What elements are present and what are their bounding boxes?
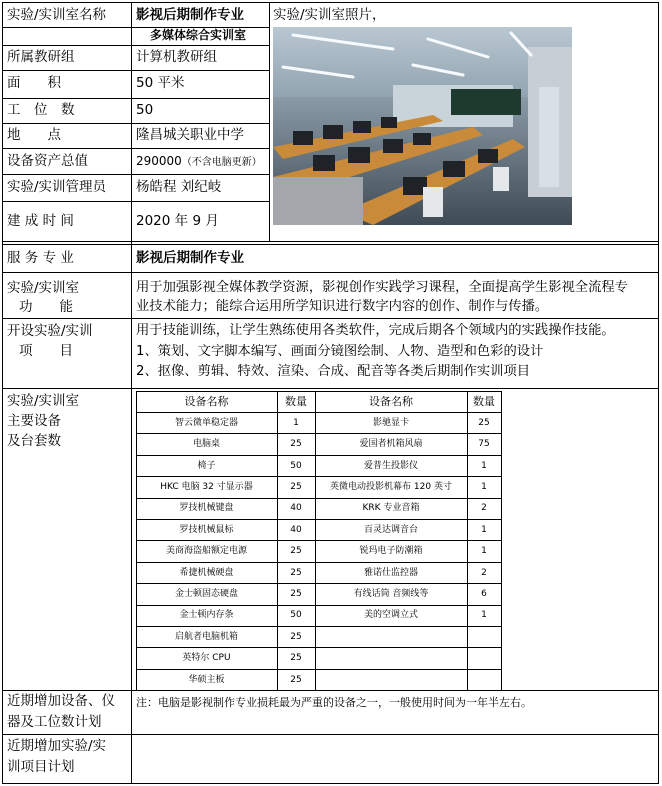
equip-cell: 25 <box>290 439 302 450</box>
equip-row-line <box>136 498 502 499</box>
equip-cell: 25 <box>290 567 302 578</box>
equip-row-line <box>136 455 502 456</box>
equip-border-top <box>136 391 502 392</box>
label-equipment-3: 及台套数 <box>7 433 61 449</box>
value-projects-line2: 1、策划、文字脚本编写、画面分镜图绘制、人物、造型和色彩的设计 <box>136 344 544 359</box>
equip-cell: 25 <box>290 631 302 642</box>
value-projects-line3: 2、抠像、剪辑、特效、渲染、合成、配音等各类后期制作实训项目 <box>136 364 531 379</box>
value-manager: 杨皓程 刘纪岐 <box>136 179 222 195</box>
equip-row-line <box>136 626 502 627</box>
equip-cell: 华硕主板 <box>188 674 225 685</box>
label-research-group: 所属教研组 <box>7 49 75 65</box>
equip-cell: HKC 电脑 32 寸显示器 <box>160 481 253 492</box>
equip-row-line <box>136 605 502 606</box>
label-equipment-1: 实验/实训室 <box>7 393 80 409</box>
label-plan-equipment-1: 近期增加设备、仪 <box>7 693 115 709</box>
equip-row-line <box>136 690 502 691</box>
equip-cell: 25 <box>290 653 302 664</box>
equip-cell: 电脑桌 <box>192 439 220 450</box>
label-stations: 工 位 数 <box>7 102 75 118</box>
equip-cell: 75 <box>478 439 490 450</box>
value-area: 50 平米 <box>136 75 185 91</box>
label-build-time: 建 成 时 间 <box>7 213 74 229</box>
value-function-line1: 用于加强影视全媒体教学资源，影视创作实践学习课程，全面提高学生影视全流程专 <box>136 280 628 295</box>
equip-cell: 1 <box>481 546 487 557</box>
equip-cell: 启航者电脑机箱 <box>174 631 238 642</box>
label-equipment-2: 主要设备 <box>7 413 61 429</box>
equip-cell: 金士顿固态硬盘 <box>174 588 238 599</box>
equip-cell: 1 <box>481 524 487 535</box>
equip-cell: 有线话筒 音频线等 <box>353 588 429 599</box>
equip-cell: 英特尔 CPU <box>182 653 231 664</box>
equip-cell: 美的空调立式 <box>363 610 418 621</box>
equip-header-cell: 数量 <box>473 394 495 408</box>
label-plan-equipment-2: 器及工位数计划 <box>7 714 102 730</box>
value-research-group: 计算机教研组 <box>136 49 217 65</box>
value-plan-equipment: 注：电脑是影视制作专业损耗最为严重的设备之一，一般使用时间为一年半左右。 <box>136 696 532 709</box>
equip-cell: 2 <box>481 567 487 578</box>
label-projects-1: 开设实验/实训 <box>7 323 93 339</box>
label-projects-2: 项 目 <box>19 343 73 359</box>
equip-col-line <box>136 391 137 691</box>
label-area: 面 积 <box>7 75 61 91</box>
equip-cell: 影驰显卡 <box>372 417 409 428</box>
value-lab-name-2: 多媒体综合实训室 <box>150 28 247 42</box>
equip-cell: 1 <box>481 460 487 471</box>
label-major: 服 务 专 业 <box>7 250 74 266</box>
equip-cell: 2 <box>481 503 487 514</box>
equip-col-line <box>467 391 468 691</box>
equip-cell: 25 <box>478 417 490 428</box>
equip-cell: 25 <box>290 546 302 557</box>
value-major: 影视后期制作专业 <box>136 250 244 266</box>
equip-cell: 英微电动投影机幕布 120 英寸 <box>330 481 452 492</box>
label-function-2: 功 能 <box>19 299 73 315</box>
equip-cell: 25 <box>290 674 302 685</box>
equip-row-line <box>136 583 502 584</box>
equip-cell: 金士顿内存条 <box>179 610 234 621</box>
value-projects-line1: 用于技能训练，让学生熟练使用各类软件，完成后期各个领域内的实践操作技能。 <box>136 323 615 338</box>
equip-cell: 25 <box>290 588 302 599</box>
value-stations: 50 <box>136 102 154 118</box>
equip-cell: 雅诺仕监控器 <box>363 567 418 578</box>
equip-cell: 爱普生投影仪 <box>363 460 418 471</box>
label-plan-project-2: 训项目计划 <box>7 759 75 775</box>
equip-row-line <box>136 476 502 477</box>
equip-cell: 百灵达调音台 <box>363 524 418 535</box>
equip-header-cell: 设备名称 <box>184 394 229 408</box>
label-plan-project-1: 近期增加实验/实 <box>7 738 107 754</box>
equip-cell: KRK 专业音箱 <box>362 503 420 514</box>
equip-cell: 50 <box>290 610 302 621</box>
equip-cell: 1 <box>481 610 487 621</box>
lab-photo-image <box>273 27 572 225</box>
label-location: 地 点 <box>7 127 61 143</box>
value-assets <box>136 152 262 172</box>
equip-header-cell: 设备名称 <box>369 394 413 408</box>
equip-row-line <box>136 669 502 670</box>
equip-cell: 40 <box>290 503 302 514</box>
value-assets-note: （不含电脑更新） <box>181 157 262 168</box>
label-manager: 实验/实训管理员 <box>7 179 107 195</box>
equip-cell: 25 <box>290 481 302 492</box>
equip-header-cell: 数量 <box>285 394 307 408</box>
label-function-1: 实验/实训室 <box>7 280 80 296</box>
value-assets-main: 290000 <box>136 154 182 168</box>
equip-cell: 锐玛电子防潮箱 <box>359 546 423 557</box>
equip-row-line <box>136 412 502 413</box>
label-lab-name: 实验/实训室名称 <box>7 7 107 23</box>
equip-col-line <box>501 391 502 691</box>
equip-cell: 爱国者机箱风扇 <box>359 439 423 450</box>
equip-cell: 椅子 <box>197 460 216 471</box>
lab-photo <box>273 27 572 225</box>
equip-cell: 罗技机械鼠标 <box>179 524 234 535</box>
equip-cell: 智云微单稳定器 <box>174 417 238 428</box>
photo-label: 实验/实训室照片， <box>273 7 386 23</box>
equip-cell: 罗技机械键盘 <box>179 503 234 514</box>
equip-cell: 40 <box>290 524 302 535</box>
equip-cell: 美商海盗船额定电源 <box>165 546 247 557</box>
equip-col-line <box>277 391 278 691</box>
equip-cell: 6 <box>481 588 487 599</box>
equip-cell: 1 <box>293 417 299 428</box>
equip-cell: 希捷机械硬盘 <box>179 567 234 578</box>
value-build-time: 2020 年 9 月 <box>136 213 219 229</box>
value-function-line2: 业技术能力；能综合运用所学知识进行数字内容的创作、制作与传播。 <box>136 299 549 314</box>
equip-cell: 1 <box>481 481 487 492</box>
value-lab-name-1: 影视后期制作专业 <box>136 7 244 23</box>
equip-cell: 50 <box>290 460 302 471</box>
equip-row-line <box>136 540 502 541</box>
label-assets: 设备资产总值 <box>7 153 88 169</box>
equip-row-line <box>136 433 502 434</box>
value-location: 隆昌城关职业中学 <box>136 127 244 143</box>
equip-row-line <box>136 562 502 563</box>
equip-row-line <box>136 519 502 520</box>
equip-row-line <box>136 647 502 648</box>
equip-col-line <box>315 391 316 691</box>
